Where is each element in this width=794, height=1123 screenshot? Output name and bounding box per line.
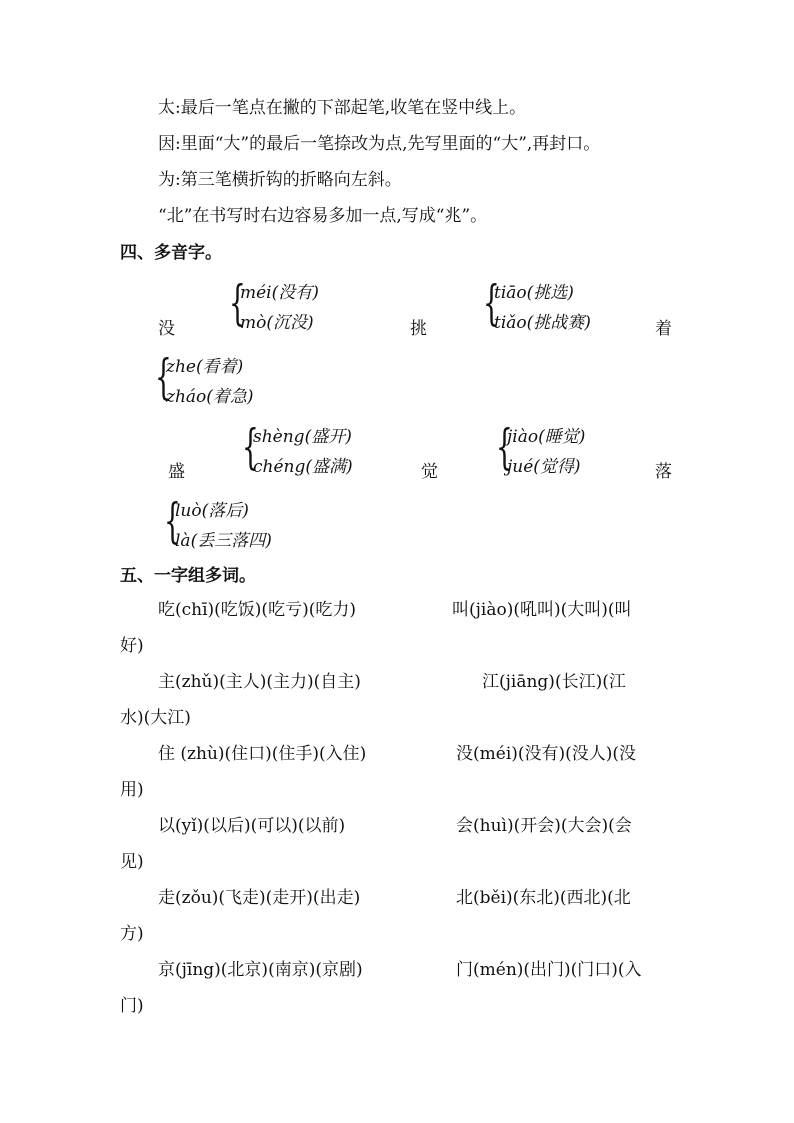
- word-row-right: 会(huì)(开会)(大会)(会: [456, 816, 632, 836]
- word-row-right: 门(mén)(出门)(门口)(入: [456, 960, 642, 980]
- note-tai: 太:最后一笔点在撇的下部起笔,收笔在竖中线上。: [158, 98, 527, 118]
- word-row-right: 江(jiāng)(长江)(江: [482, 672, 626, 692]
- brace-icon: {: [496, 419, 513, 475]
- word-row-continued: 水)(大江): [120, 708, 191, 728]
- reading-luo2: là(丢三落四): [175, 531, 272, 551]
- reading-tiao2: tiǎo(挑战赛): [494, 313, 591, 333]
- brace-icon: {: [164, 493, 181, 549]
- word-row-left: 以(yǐ)(以后)(可以)(以前): [158, 816, 346, 836]
- char-jue: 觉: [421, 462, 438, 482]
- section4-title: 四、多音字。: [120, 243, 222, 263]
- word-row-left: 京(jīng)(北京)(南京)(京剧): [158, 960, 363, 980]
- reading-mei1: méi(没有): [240, 283, 319, 303]
- reading-tiao1: tiāo(挑选): [494, 283, 574, 303]
- brace-icon: {: [242, 419, 259, 475]
- word-row-continued: 门): [120, 996, 144, 1016]
- word-row-right: 叫(jiào)(吼叫)(大叫)(叫: [452, 600, 632, 620]
- reading-mei2: mò(沉没): [240, 313, 314, 333]
- reading-sheng2: chéng(盛满): [253, 457, 353, 477]
- word-row-left: 走(zǒu)(飞走)(走开)(出走): [158, 888, 361, 908]
- word-row-continued: 好): [120, 636, 144, 656]
- word-row-continued: 方): [120, 924, 144, 944]
- note-yin: 因:里面“大”的最后一笔捺改为点,先写里面的“大”,再封口。: [158, 134, 601, 154]
- word-row-right: 北(běi)(东北)(西北)(北: [456, 888, 631, 908]
- note-wei: 为:第三笔横折钩的折略向左斜。: [158, 170, 402, 190]
- brace-icon: {: [155, 349, 172, 405]
- reading-sheng1: shèng(盛开): [253, 427, 352, 447]
- reading-jue1: jiào(睡觉): [507, 427, 586, 447]
- char-luo: 落: [655, 462, 672, 482]
- reading-jue2: jué(觉得): [507, 457, 581, 477]
- reading-luo1: luò(落后): [175, 501, 249, 521]
- note-bei: “北”在书写时右边容易多加一点,写成“兆”。: [158, 206, 488, 226]
- reading-zhe2: zháo(着急): [166, 387, 254, 407]
- char-mei: 没: [158, 319, 175, 339]
- reading-zhe1: zhe(看着): [166, 357, 244, 377]
- char-sheng: 盛: [168, 462, 185, 482]
- word-row-left: 主(zhǔ)(主人)(主力)(自主): [158, 672, 361, 692]
- word-row-left: 住 (zhù)(住口)(住手)(入住): [158, 744, 367, 764]
- brace-icon: {: [229, 275, 246, 331]
- word-row-continued: 见): [120, 852, 144, 872]
- brace-icon: {: [483, 275, 500, 331]
- char-zhe: 着: [655, 319, 672, 339]
- word-row-right: 没(méi)(没有)(没人)(没: [456, 744, 637, 764]
- word-row-continued: 用): [120, 780, 144, 800]
- section5-title: 五、一字组多词。: [120, 566, 256, 586]
- char-tiao: 挑: [410, 319, 427, 339]
- word-row-left: 吃(chī)(吃饭)(吃亏)(吃力): [158, 600, 356, 620]
